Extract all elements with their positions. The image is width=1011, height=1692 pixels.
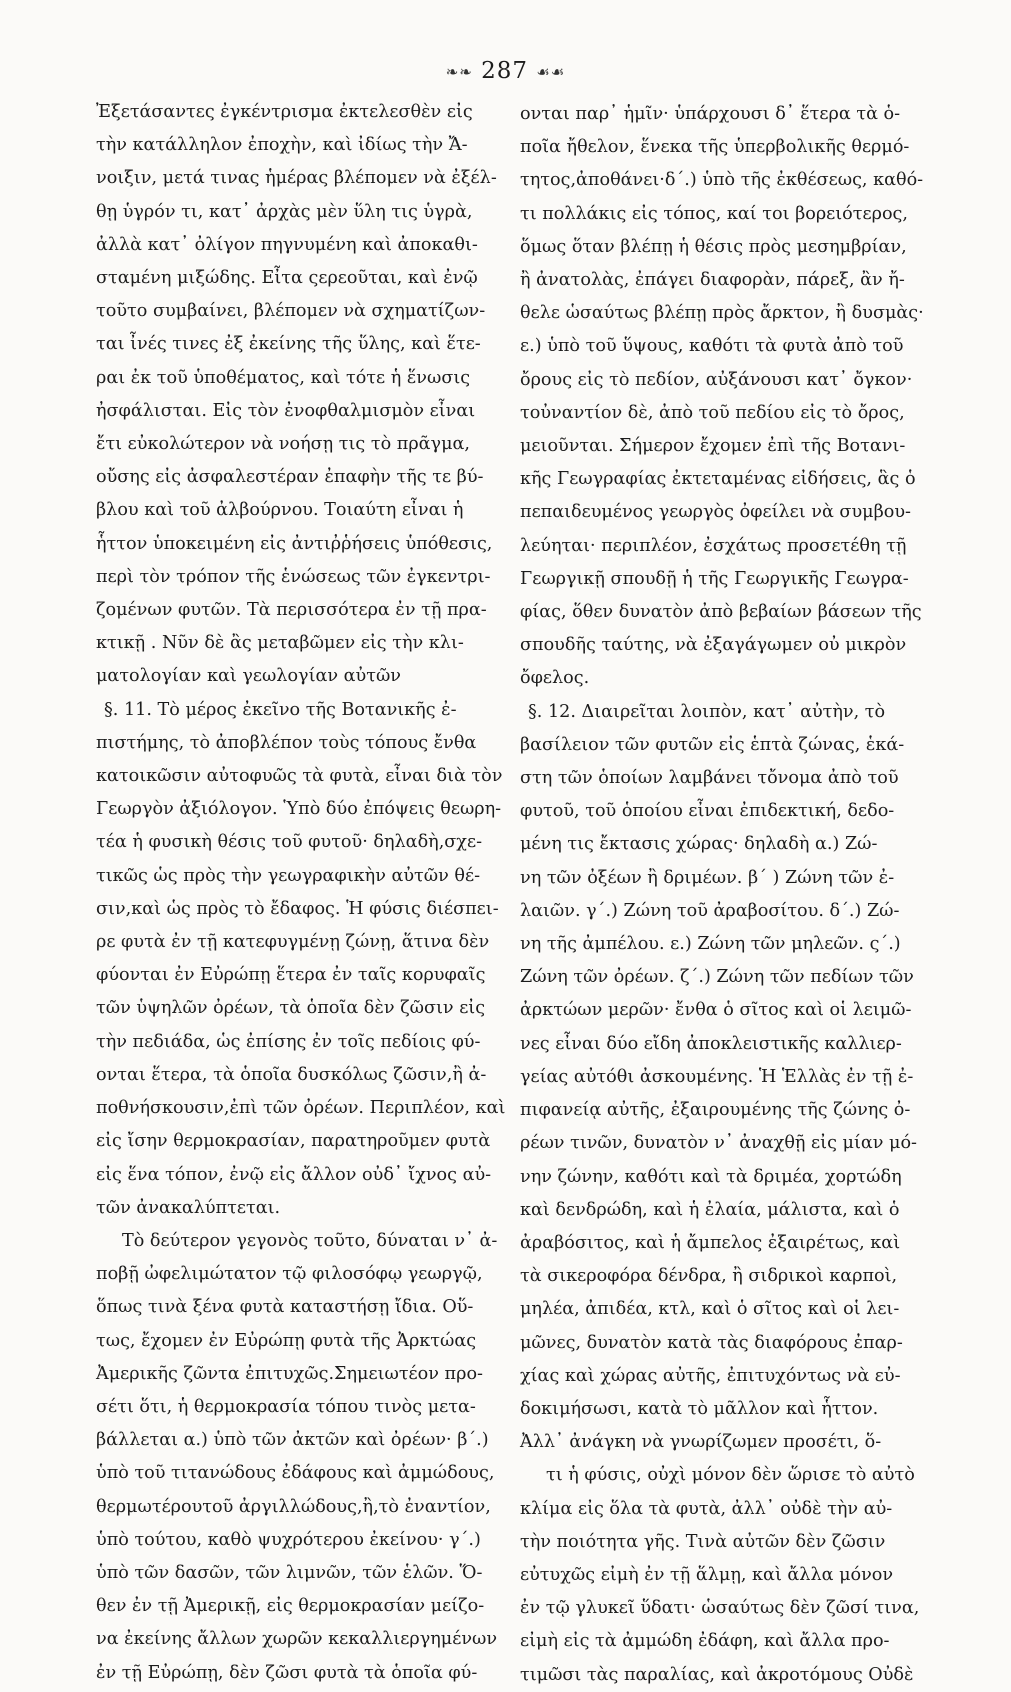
text-line: ἐν τῷ γλυκεῖ ὕδατι· ὡσαύτως δὲν ζῶσί τινα, (520, 1598, 920, 1619)
text-line: ὄρους εἰς τὸ πεδίον, αὐξάνουσι κατ᾽ ὄγκον· (520, 369, 913, 390)
text-line: νη τῶν ὀξέων ἢ δριμέων. β΄ ) Ζώνη τῶν ἐ- (520, 867, 895, 888)
text-line: κλίμα εἰς ὅλα τὰ φυτὰ, ἀλλ᾽ οὐδὲ τὴν αὐ- (520, 1498, 893, 1519)
text-line: σέτι ὅτι, ἡ θερμοκρασία τόπου τινὸς μετα- (96, 1396, 476, 1417)
text-line: κτικῇ . Νῦν δὲ ἂς μεταβῶμεν εἰς τὴν κλι- (96, 633, 464, 654)
text-line: μῶνες, δυνατὸν κατὰ τὰς διαφόρους ἐπαρ- (520, 1332, 903, 1353)
text-line: ἀραβόσιτος, καὶ ἡ ἄμπελος ἐξαιρέτως, καὶ (520, 1232, 901, 1253)
text-line: ἀλλὰ κατ᾽ ὀλίγον πηγνυμένη καὶ ἀποκαθι- (96, 234, 478, 255)
text-line: χίας καὶ χώρας αὐτῆς, ἐπιτυχόντως νὰ εὐ- (520, 1365, 901, 1386)
text-line: ἐν τῇ Εὐρώπῃ, δὲν ζῶσι φυτὰ τὰ ὁποῖα φύ- (96, 1662, 478, 1683)
text-line: τιμῶσι τὰς παραλίας, καὶ ἀκροτόμους Οὐδὲ (520, 1664, 914, 1685)
text-line: Ἀμερικῆς ζῶντα ἐπιτυχῶς.Σημειωτέον προ- (96, 1363, 483, 1384)
text-line: ἔτι εὐκολώτερον νὰ νοήσῃ τις τὸ πρᾶγμα, (96, 434, 470, 455)
text-line: δοκιμήσωσι, κατὰ τὸ μᾶλλον καὶ ἧττον. (520, 1398, 879, 1419)
text-line: βλου καὶ τοῦ ἀλβούρνου. Τοιαύτη εἶναι ἡ (96, 500, 464, 521)
text-line: λεύηται· περιπλέον, ἐσχάτως προσετέθη τῇ (520, 535, 907, 556)
text-line: ὅπως τινὰ ξένα φυτὰ καταστήσῃ ἴδια. Οὕ- (96, 1297, 474, 1318)
text-line: πεπαιδευμένος γεωργὸς ὀφείλει νὰ συμβου- (520, 502, 911, 523)
text-line: ἧττον ὑποκειμένη εἰς ἀντιῤῥήσεις ὑπόθεσις, (96, 533, 493, 554)
text-line: ποῖα ἤθελον, ἕνεκα τῆς ὑπερβολικῆς θερμό- (520, 137, 910, 158)
text-line: σταμένη μιξώδης. Εἶτα ςερεοῦται, καὶ ἐνῷ (96, 268, 478, 289)
right-text-column (520, 98, 924, 1692)
text-line: νες εἶναι δύο εἴδη ἀποκλειστικῆς καλλιερ- (520, 1033, 902, 1054)
text-line: γείας αὐτόθι ἀσκουμένης. Ἡ Ἑλλὰς ἐν τῇ ἐ- (520, 1066, 914, 1087)
text-line: ἢ ἀνατολὰς, ἐπάγει διαφορὰν, πάρεξ, ἂν ἤ- (520, 270, 905, 291)
text-line: πιστήμης, τὸ ἀποβλέπον τοὺς τόπους ἔνθα (96, 732, 477, 753)
text-line: πιφανείᾳ αὐτῆς, ἐξαιρουμένης τῆς ζώνης ὀ- (520, 1100, 911, 1121)
text-line: τοῦτο συμβαίνει, βλέπομεν νὰ σχηματίζων- (96, 301, 486, 322)
text-line: ὄφελος. (520, 668, 590, 689)
text-line: τὴν πεδιάδα, ὡς ἐπίσης ἐν τοῖς πεδίοις φύ- (96, 1031, 481, 1052)
text-line: καὶ δενδρώδη, καὶ ἡ ἐλαία, μάλιστα, καὶ ὁ (520, 1199, 900, 1220)
text-line: ποθνήσκουσιν,ἐπὶ τῶν ὀρέων. Περιπλέον, καὶ (96, 1098, 506, 1119)
text-line: θεν ἐν τῇ Ἀμερικῇ, εἰς θερμοκρασίαν μείζο- (96, 1596, 485, 1617)
text-line: οὔσης εἰς ἀσφαλεστέραν ἐπαφὴν τῆς τε βύ- (96, 467, 484, 488)
text-line: βάλλεται α.) ὑπὸ τῶν ἀκτῶν καὶ ὀρέων· β΄.) (96, 1430, 489, 1451)
text-line: να ἐκείνης ἄλλων χωρῶν κεκαλλιεργημένων (96, 1629, 498, 1650)
text-line: εἰμὴ εἰς τὰ ἀμμώδη ἐδάφη, καὶ ἄλλα προ- (520, 1631, 890, 1652)
text-line: τι ἡ φύσις, οὐχὶ μόνον δὲν ὥρισε τὸ αὐτὸ (546, 1465, 915, 1486)
text-line: ζομένων φυτῶν. Τὰ περισσότερα ἐν τῇ πρα- (96, 600, 487, 621)
text-line: ὑπὸ τοῦ τιτανώδους ἐδάφους καὶ ἀμμώδους, (96, 1463, 495, 1484)
text-line: Ζώνη τῶν ὀρέων. ζ΄.) Ζώνη τῶν πεδίων τῶν (520, 967, 914, 988)
text-line: τοὐναντίον δὲ, ἀπὸ τοῦ πεδίου εἰς τὸ ὄρος, (520, 402, 905, 423)
text-line: θερμωτέρουτοῦ ἀργιλλώδους,ἢ,τὸ ἐναντίον, (96, 1496, 491, 1517)
text-line: §. 12. Διαιρεῖται λοιπὸν, κατ᾽ αὐτὴν, τὸ (528, 701, 886, 722)
text-line: εἰς ἕνα τόπον, ἐνῷ εἰς ἄλλον οὐδ᾽ ἴχνος αὐ- (96, 1164, 492, 1185)
text-line: λαιῶν. γ΄.) Ζώνη τοῦ ἀραβοσίτου. δ΄.) Ζώ- (520, 900, 900, 921)
page-number-header (0, 58, 1011, 84)
text-line: κατοικῶσιν αὐτοφυῶς τὰ φυτὰ, εἶναι διὰ τὸν (96, 766, 503, 787)
text-line: φυτοῦ, τοῦ ὁποίου εἶναι ἐπιδεκτική, δεδο- (520, 801, 895, 822)
text-line: ποβῇ ὠφελιμώτατον τῷ φιλοσόφῳ γεωργῷ, (96, 1264, 483, 1285)
text-line: ρε φυτὰ ἐν τῇ κατεφυγμένῃ ζώνῃ, ἅτινα δὲν (96, 932, 490, 953)
text-line: θελε ὡσαύτως βλέπῃ πρὸς ἄρκτον, ἢ δυσμὰς· (520, 303, 924, 324)
text-line: κῆς Γεωγραφίας ἐκτεταμένας εἰδήσεις, ἃς ὁ (520, 469, 916, 490)
text-line: τὴν κατάλληλον ἐποχὴν, καὶ ἰδίως τὴν Ἄ- (96, 135, 468, 156)
text-line: φύονται ἐν Εὐρώπῃ ἕτερα ἐν ταῖς κορυφαῖς (96, 965, 486, 986)
text-line: Ἀλλ᾽ ἀνάγκη νὰ γνωρίζωμεν προσέτι, ὅ- (520, 1432, 882, 1453)
text-line: περὶ τὸν τρόπον τῆς ἑνώσεως τῶν ἐγκεντρι- (96, 566, 491, 587)
text-line: τι πολλάκις εἰς τόπος, καί τοι βορειότερος, (520, 203, 909, 224)
text-line: σιν,καὶ ὡς πρὸς τὸ ἔδαφος. Ἡ φύσις διέσπει- (96, 898, 499, 919)
left-text-column (96, 96, 506, 1690)
text-line: ονται ἕτερα, τὰ ὁποῖα δυσκόλως ζῶσιν,ἢ ἀ- (96, 1064, 487, 1085)
text-line: τέα ἡ φυσικὴ θέσις τοῦ φυτοῦ· δηλαδὴ,σχε- (96, 832, 483, 853)
text-line: νη τῆς ἀμπέλου. ε.) Ζώνη τῶν μηλεῶν. ς΄.) (520, 934, 901, 955)
text-line: θῃ ὑγρόν τι, κατ᾽ ἀρχὰς μὲν ὕλη τις ὑγρὰ, (96, 201, 473, 222)
text-line: ἠσφάλισται. Εἰς τὸν ἐνοφθαλμισμὸν εἶναι (96, 400, 476, 421)
ornament-left: ❧❧ (445, 63, 473, 81)
text-line: εὐτυχῶς εἰμὴ ἐν τῇ ἅλμῃ, καὶ ἄλλα μόνον (520, 1564, 894, 1585)
text-line: μηλέα, ἀπιδέα, κτλ, καὶ ὁ σῖτος καὶ οἱ λει- (520, 1299, 900, 1320)
text-line: μένη τις ἔκτασις χώρας· δηλαδὴ α.) Ζώ- (520, 834, 878, 855)
text-line: ὑπὸ τῶν δασῶν, τῶν λιμνῶν, τῶν ἑλῶν. Ὅ- (96, 1562, 483, 1583)
text-line: τικῶς ὡς πρὸς τὴν γεωγραφικὴν αὐτῶν θέ- (96, 865, 481, 886)
text-line: ραι ἐκ τοῦ ὑποθέματος, καὶ τότε ἡ ἕνωσις (96, 367, 471, 388)
text-line: Τὸ δεύτερον γεγονὸς τοῦτο, δύναται ν᾽ ἀ- (122, 1230, 498, 1251)
text-line: ματολογίαν καὶ γεωλογίαν αὐτῶν (96, 666, 401, 687)
text-line: ε.) ὑπὸ τοῦ ὕψους, καθότι τὰ φυτὰ ἀπὸ τοῦ (520, 336, 904, 357)
text-line: μειοῦνται. Σήμερον ἔχομεν ἐπὶ τῆς Βοτανι- (520, 436, 906, 457)
text-line: στη τῶν ὁποίων λαμβάνει τὄνομα ἀπὸ τοῦ (520, 768, 899, 789)
text-line: σπουδῆς ταύτης, νὰ ἐξαγάγωμεν οὐ μικρὸν (520, 635, 907, 656)
text-line: τως, ἔχομεν ἐν Εὐρώπῃ φυτὰ τῆς Ἀρκτώας (96, 1330, 477, 1351)
text-line: Ἐξετάσαντες ἐγκέντρισμα ἐκτελεσθὲν εἰς (96, 102, 473, 122)
text-line: ται ἶνές τινες ἐξ ἐκείνης τῆς ὕλης, καὶ ἕτε- (96, 334, 481, 355)
text-line: ρέων τινῶν, δυνατὸν ν᾽ ἀναχθῇ εἰς μίαν μό- (520, 1133, 917, 1154)
text-line: τῶν ἀνακαλύπτεται. (96, 1197, 281, 1218)
text-line: §. 11. Τὸ μέρος ἐκεῖνο τῆς Βοτανικῆς ἐ- (104, 699, 457, 720)
text-line: βασίλειον τῶν φυτῶν εἰς ἑπτὰ ζώνας, ἑκά- (520, 734, 905, 755)
text-line: εἰς ἴσην θερμοκρασίαν, παρατηροῦμεν φυτὰ (96, 1131, 491, 1152)
text-line: ονται παρ᾽ ἡμῖν· ὑπάρχουσι δ᾽ ἕτερα τὰ ὁ- (520, 104, 901, 124)
text-line: νην ζώνην, καθότι καὶ τὰ δριμέα, χορτώδη (520, 1166, 902, 1187)
page-number: 287 (481, 58, 529, 84)
text-line: Γεωργικῇ σπουδῇ ἡ τῆς Γεωργικῆς Γεωγρα- (520, 568, 909, 589)
text-line: τὴν ποιότητα γῆς. Τινὰ αὐτῶν δὲν ζῶσιν (520, 1531, 886, 1552)
text-line: Γεωργὸν ἀξιόλογον. Ὑπὸ δύο ἐπόψεις θεωρη- (96, 799, 502, 820)
text-line: τητος,ἀποθάνει·δ΄.) ὑπὸ τῆς ἐκθέσεως, καθό- (520, 170, 924, 191)
text-line: φίας, ὅθεν δυνατὸν ἀπὸ βεβαίων βάσεων τῆς (520, 602, 922, 623)
text-line: ὅμως ὅταν βλέπῃ ἡ θέσις πρὸς μεσημβρίαν, (520, 236, 907, 257)
text-line: ὑπὸ τούτου, καθὸ ψυχρότερου ἐκείνου· γ΄.) (96, 1529, 481, 1550)
text-line: τῶν ὑψηλῶν ὀρέων, τὰ ὁποῖα δὲν ζῶσιν εἰς (96, 998, 486, 1019)
text-line: νοιξιν, μετά τινας ἡμέρας βλέπομεν νὰ ἐξέλ- (96, 168, 497, 189)
ornament-right: ☙☙ (536, 63, 566, 81)
text-line: τὰ σικεροφόρα δένδρα, ἢ σιδρικοὶ καρποὶ, (520, 1266, 898, 1287)
text-line: ἀρκτώων μερῶν· ἔνθα ὁ σῖτος καὶ οἱ λειμῶ- (520, 1000, 912, 1021)
